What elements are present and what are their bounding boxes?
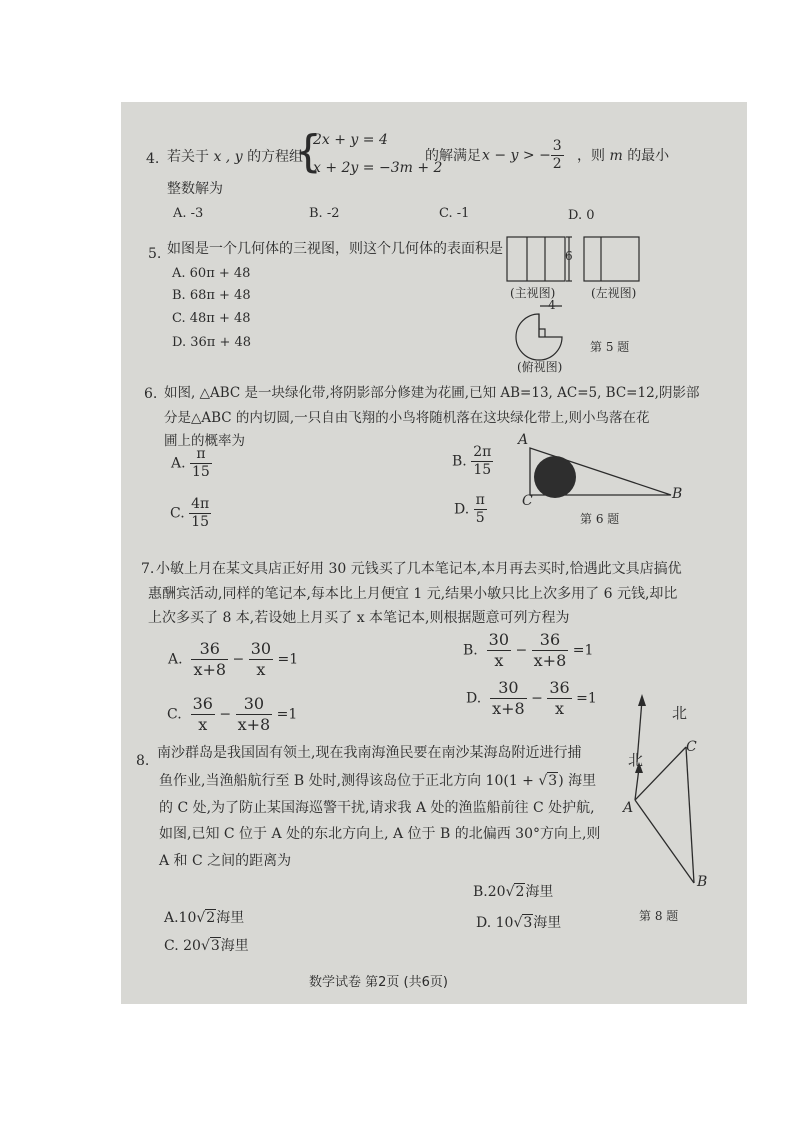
q4-equation-2: x + 2y = −3m + 2 bbox=[313, 160, 443, 176]
q6-caption: 第 6 题 bbox=[580, 512, 620, 526]
q8-line-1: 南沙群岛是我国固有领土,现在我南海渔民要在南沙某海岛附近进行捕 bbox=[157, 745, 582, 761]
q5-option-c: C. 48π + 48 bbox=[172, 311, 251, 326]
q8-point-a: A bbox=[623, 800, 634, 816]
q5-number: 5. bbox=[148, 246, 162, 262]
q8-navigation-figure bbox=[121, 102, 747, 1002]
q8-point-c: C bbox=[686, 739, 697, 755]
q8-line-4: 如图,已知 C 位于 A 处的东北方向上, A 位于 B 的北偏西 30°方向上,则 bbox=[159, 826, 601, 842]
q4-condition: x − y > − $\frac{3}{2}$ bbox=[482, 138, 562, 172]
q5-front-view-label: (主视图) bbox=[510, 286, 556, 300]
q6-line-1: 如图, △ABC 是一块绿化带,将阴影部分修建为花圃,已知 AB=13, AC=5, BC=12,阴影部 bbox=[164, 385, 700, 401]
q8-option-d: D. 10√3海里 bbox=[476, 915, 562, 931]
q5-caption: 第 5 题 bbox=[590, 340, 630, 354]
q5-option-b: B. 68π + 48 bbox=[172, 288, 251, 303]
q7-line-1: 小敏上月在某文具店正好用 30 元钱买了几本笔记本,本月再去买时,恰遇此文具店搞优 bbox=[156, 561, 682, 577]
q7-option-b: B. $\frac{30}{x}$ − $\frac{36}{x+8}$ =1 bbox=[463, 630, 594, 670]
q7-option-d: D. $\frac{30}{x+8}$ − $\frac{36}{x}$ =1 bbox=[466, 678, 597, 718]
q8-line-5: A 和 C 之间的距离为 bbox=[159, 853, 292, 869]
q6-line-2: 分是△ABC 的内切圆,一只自由飞翔的小鸟将随机落在这块绿化带上,则小鸟落在花 bbox=[164, 410, 650, 426]
q8-north-label-2: 北 bbox=[628, 751, 644, 769]
q5-option-a: A. 60π + 48 bbox=[172, 266, 251, 281]
page-footer: 数学试卷 第2页 (共6页) bbox=[309, 975, 448, 990]
q5-top-view-label: (俯视图) bbox=[517, 360, 563, 374]
q4-number: 4. bbox=[146, 151, 160, 167]
q4-option-d: D. 0 bbox=[568, 208, 595, 223]
q5-dim-radius: 4 bbox=[548, 298, 556, 312]
q7-option-a: A. $\frac{36}{x+8}$ − $\frac{30}{x}$ =1 bbox=[168, 639, 299, 679]
q6-point-c: C bbox=[522, 493, 533, 509]
q6-option-d: D. $\frac{\pi}{5}$ bbox=[454, 492, 485, 526]
q4-stem-c: 的解满足 bbox=[425, 148, 481, 164]
q5-dim-height: 6 bbox=[565, 249, 573, 263]
q7-line-3: 上次多买了 8 本,若设她上月买了 x 本笔记本,则根据题意可列方程为 bbox=[148, 610, 570, 626]
q4-stem-a: 若关于 x , y 的方程组 bbox=[167, 149, 304, 165]
q8-caption: 第 8 题 bbox=[639, 909, 679, 923]
q8-point-b: B bbox=[697, 874, 708, 890]
q5-option-d: D. 36π + 48 bbox=[172, 335, 252, 350]
q6-point-b: B bbox=[672, 486, 683, 502]
q8-option-c: C. 20√3海里 bbox=[164, 938, 249, 954]
q8-north-label-1: 北 bbox=[672, 704, 688, 722]
q6-line-3: 圃上的概率为 bbox=[164, 433, 245, 449]
q5-left-view-label: (左视图) bbox=[591, 286, 637, 300]
q6-option-b: B. $\frac{2\pi}{15}$ bbox=[452, 444, 492, 478]
q7-option-c: C. $\frac{36}{x}$ − $\frac{30}{x+8}$ =1 bbox=[167, 694, 298, 734]
q4-stem-f: 整数解为 bbox=[167, 181, 223, 197]
q4-option-c: C. -1 bbox=[439, 206, 470, 221]
q6-point-a: A bbox=[518, 432, 529, 448]
q8-line-3: 的 C 处,为了防止某国海巡警干扰,请求我 A 处的渔监船前往 C 处护航, bbox=[159, 800, 595, 816]
q6-option-c: C. $\frac{4\pi}{15}$ bbox=[170, 496, 210, 530]
q4-stem-d: ，则 m 的最小 bbox=[577, 148, 670, 164]
q6-number: 6. bbox=[144, 386, 158, 402]
q5-stem: 如图是一个几何体的三视图，则这个几何体的表面积是 bbox=[167, 241, 503, 257]
q8-line-2: 鱼作业,当渔船航行至 B 处时,测得该岛位于正北方向 10(1 + √3) 海里 bbox=[159, 773, 597, 789]
q4-option-a: A. -3 bbox=[173, 206, 204, 221]
exam-page bbox=[121, 102, 747, 1004]
q6-option-a: A. $\frac{\pi}{15}$ bbox=[171, 446, 210, 480]
q8-option-b: B.20√2海里 bbox=[473, 884, 554, 900]
q8-number: 8. bbox=[136, 753, 150, 769]
q4-option-b: B. -2 bbox=[309, 206, 340, 221]
q4-equation-1: 2x + y = 4 bbox=[313, 132, 388, 148]
q4-system-brace: { bbox=[294, 126, 322, 177]
q7-line-2: 惠酬宾活动,同样的笔记本,每本比上月便宜 1 元,结果小敏只比上次多用了 6 元钱,却比 bbox=[148, 586, 678, 602]
q7-number: 7. bbox=[141, 561, 155, 577]
q8-option-a: A.10√2海里 bbox=[164, 910, 245, 926]
